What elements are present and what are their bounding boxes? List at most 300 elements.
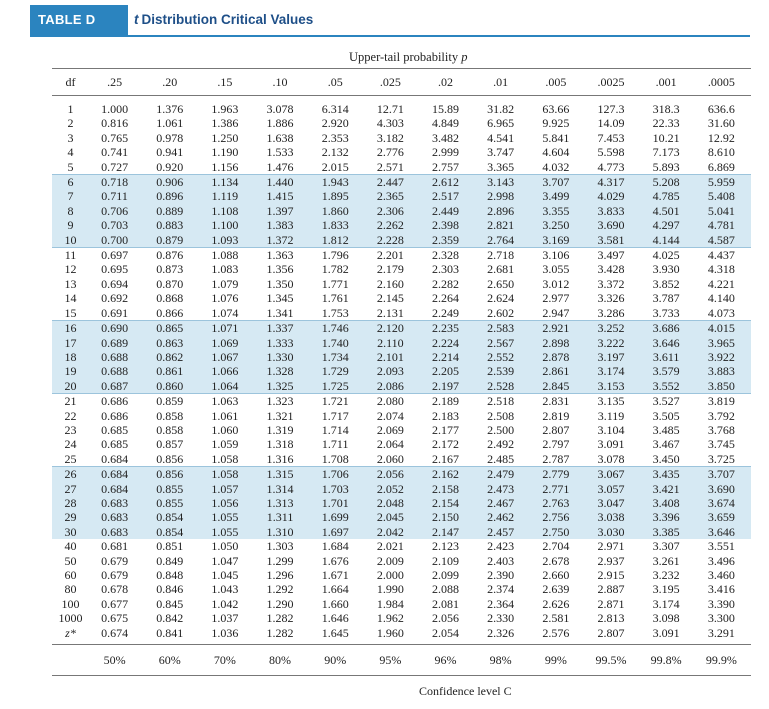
value-cell: 2.467: [475, 496, 530, 510]
value-cell: 2.235: [420, 321, 475, 336]
value-cell: 1.318: [266, 437, 294, 452]
value-cell: 0.688: [89, 350, 144, 364]
value-cell: 4.303: [376, 116, 404, 131]
value-cell: 3.012: [542, 276, 570, 291]
value-cell: 3.182: [376, 130, 404, 145]
value-cell: 5.598: [597, 145, 625, 160]
value-cell: 2.947: [530, 306, 585, 321]
value-cell: 0.857: [156, 437, 184, 452]
value-cell: 2.920: [321, 116, 349, 131]
value-cell: 3.852: [652, 276, 680, 291]
df-cell: 5: [52, 160, 89, 175]
value-cell: 1.714: [321, 422, 349, 437]
value-cell: 2.898: [530, 336, 585, 350]
value-cell: 0.879: [144, 233, 199, 248]
value-cell: 2.518: [487, 394, 515, 409]
table-row: [52, 336, 751, 350]
value-cell: 5.893: [641, 160, 696, 175]
value-cell: 3.690: [585, 218, 640, 232]
value-cell: 10.21: [652, 130, 680, 145]
value-cell: 0.683: [89, 496, 144, 510]
confidence-cell: 98%: [475, 645, 530, 676]
value-cell: 2.064: [376, 437, 404, 452]
value-cell: 1.310: [254, 525, 309, 539]
value-cell: 0.855: [144, 482, 199, 496]
value-cell: 2.326: [475, 626, 530, 645]
title-italic-t: t: [134, 12, 139, 27]
value-cell: 1.061: [156, 116, 184, 131]
value-cell: 3.416: [707, 582, 735, 597]
value-cell: 1.708: [310, 452, 365, 467]
value-cell: 1.333: [254, 336, 309, 350]
value-cell: 2.228: [365, 233, 420, 248]
value-cell: 2.120: [365, 321, 420, 336]
value-cell: 0.684: [89, 467, 144, 482]
value-cell: 63.66: [542, 102, 570, 116]
value-cell: 2.398: [420, 218, 475, 232]
table-row: [52, 175, 751, 190]
value-cell: 2.776: [376, 145, 404, 160]
table-row: [52, 409, 751, 423]
value-cell: 1.076: [211, 291, 239, 306]
table-row: [52, 467, 751, 482]
value-cell: 1.059: [211, 437, 239, 452]
value-cell: 2.060: [365, 452, 420, 467]
value-cell: 4.144: [641, 233, 696, 248]
value-cell: 2.201: [376, 248, 404, 263]
value-cell: 0.686: [101, 394, 129, 409]
table-row: [52, 277, 751, 291]
value-cell: 2.878: [530, 350, 585, 364]
value-cell: 3.421: [641, 482, 696, 496]
value-cell: 2.052: [365, 482, 420, 496]
df-cell: 6: [52, 175, 89, 190]
value-cell: 4.501: [641, 204, 696, 218]
value-cell: 2.197: [420, 379, 475, 394]
df-cell: 26: [52, 467, 89, 482]
value-cell: 0.711: [89, 189, 144, 203]
value-cell: 3.496: [707, 553, 735, 568]
table-row: [52, 189, 751, 203]
column-header: .15: [199, 69, 254, 96]
value-cell: 2.681: [487, 262, 515, 277]
value-cell: 0.873: [156, 262, 184, 277]
value-cell: 4.541: [487, 130, 515, 145]
value-cell: 0.694: [101, 276, 129, 291]
value-cell: 1.533: [266, 145, 294, 160]
df-cell: 8: [52, 204, 89, 218]
value-cell: 3.435: [641, 467, 696, 482]
value-cell: 1.064: [199, 379, 254, 394]
column-header: .01: [475, 69, 530, 96]
value-cell: 1.296: [266, 568, 294, 582]
confidence-cell: 96%: [420, 645, 475, 676]
df-cell: 20: [52, 379, 89, 394]
value-cell: 3.733: [641, 306, 696, 321]
value-cell: 2.576: [530, 626, 585, 645]
value-cell: 0.859: [156, 394, 184, 409]
value-cell: 3.747: [487, 145, 515, 160]
value-cell: 4.781: [696, 218, 751, 232]
df-cell: 11: [64, 248, 77, 263]
value-cell: 1.440: [254, 175, 309, 190]
value-cell: 1.311: [254, 510, 309, 524]
value-cell: 2.624: [487, 291, 515, 306]
value-cell: 2.154: [420, 496, 475, 510]
value-cell: 3.428: [597, 262, 625, 277]
caption-p-symbol: p: [461, 50, 468, 64]
value-cell: 3.300: [707, 611, 735, 626]
value-cell: 1.833: [310, 218, 365, 232]
value-cell: 0.765: [101, 130, 129, 145]
table-title: [134, 12, 313, 27]
value-cell: 1.083: [211, 262, 239, 277]
value-cell: 3.098: [652, 611, 680, 626]
df-cell: 17: [52, 336, 89, 350]
value-cell: 3.174: [585, 364, 640, 378]
value-cell: 2.015: [310, 160, 365, 175]
confidence-cell: 90%: [310, 645, 365, 676]
value-cell: 3.153: [585, 379, 640, 394]
df-cell: 30: [52, 525, 89, 539]
df-cell: z*: [52, 626, 89, 645]
value-cell: 2.081: [432, 596, 460, 611]
value-cell: 1.771: [321, 276, 349, 291]
df-header: df: [52, 69, 89, 96]
df-cell: 12: [64, 262, 77, 277]
value-cell: 2.303: [432, 262, 460, 277]
value-cell: 3.768: [707, 422, 735, 437]
value-cell: 2.977: [542, 291, 570, 306]
confidence-cell: 95%: [365, 645, 420, 676]
value-cell: 3.611: [641, 350, 696, 364]
table-row: [52, 321, 751, 336]
value-cell: 1.895: [310, 189, 365, 203]
value-cell: 2.131: [365, 306, 420, 321]
value-cell: 0.856: [144, 452, 199, 467]
value-cell: 2.626: [542, 596, 570, 611]
value-cell: 4.025: [652, 248, 680, 263]
value-cell: 3.250: [530, 218, 585, 232]
header-rule: [30, 35, 750, 37]
table-row: [52, 291, 751, 305]
value-cell: 0.846: [156, 582, 184, 597]
value-cell: 2.110: [365, 336, 420, 350]
value-cell: 0.686: [101, 408, 129, 423]
value-cell: 4.604: [542, 145, 570, 160]
value-cell: 3.385: [641, 525, 696, 539]
value-cell: 2.177: [432, 422, 460, 437]
value-cell: 1.069: [199, 336, 254, 350]
value-cell: 0.862: [144, 350, 199, 364]
value-cell: 6.965: [487, 116, 515, 131]
value-cell: 2.093: [365, 364, 420, 378]
value-cell: 0.678: [101, 582, 129, 597]
value-cell: 2.845: [530, 379, 585, 394]
value-cell: 2.262: [365, 218, 420, 232]
value-cell: 2.639: [542, 582, 570, 597]
value-cell: 2.517: [420, 189, 475, 203]
value-cell: 1.066: [199, 364, 254, 378]
value-cell: 2.998: [475, 189, 530, 203]
value-cell: 1.376: [156, 102, 184, 116]
value-cell: 1.056: [199, 496, 254, 510]
value-cell: 1.721: [321, 394, 349, 409]
value-cell: 3.467: [652, 437, 680, 452]
value-cell: 2.054: [420, 626, 475, 645]
df-cell: 7: [52, 189, 89, 203]
value-cell: 1.042: [211, 596, 239, 611]
value-cell: 0.845: [156, 596, 184, 611]
value-cell: 6.314: [321, 102, 349, 116]
value-cell: 1.646: [321, 611, 349, 626]
confidence-cell: 99%: [530, 645, 585, 676]
value-cell: 4.437: [707, 248, 735, 263]
value-cell: 2.813: [597, 611, 625, 626]
value-cell: 3.119: [597, 408, 625, 423]
value-cell: 2.921: [530, 321, 585, 336]
value-cell: 1.250: [211, 130, 239, 145]
confidence-cell: 50%: [89, 645, 144, 676]
value-cell: 2.552: [475, 350, 530, 364]
value-cell: 2.831: [542, 394, 570, 409]
value-cell: 0.706: [89, 204, 144, 218]
df-cell: 29: [52, 510, 89, 524]
value-cell: 0.679: [101, 568, 129, 582]
value-cell: 1.043: [211, 582, 239, 597]
footer-row: [52, 676, 751, 707]
value-cell: 3.030: [585, 525, 640, 539]
value-cell: 12.71: [376, 102, 404, 116]
value-cell: 8.610: [707, 145, 735, 160]
value-cell: 2.158: [420, 482, 475, 496]
table-row: [52, 437, 751, 451]
df-cell: 14: [64, 291, 77, 306]
confidence-cell: 99.8%: [641, 645, 696, 676]
value-cell: 0.677: [101, 596, 129, 611]
value-cell: 2.056: [432, 611, 460, 626]
value-cell: 3.505: [652, 408, 680, 423]
value-cell: 1.345: [266, 291, 294, 306]
value-cell: 1.292: [266, 582, 294, 597]
value-cell: 2.473: [475, 482, 530, 496]
value-cell: 1.313: [254, 496, 309, 510]
df-cell: 1: [67, 102, 74, 116]
value-cell: 2.189: [432, 394, 460, 409]
df-cell: 13: [64, 276, 77, 291]
value-cell: 0.683: [89, 525, 144, 539]
upper-tail-caption: Upper-tail probability p: [349, 50, 468, 64]
value-cell: 3.091: [641, 626, 696, 645]
df-cell: 60: [64, 568, 77, 582]
value-cell: 3.355: [530, 204, 585, 218]
table-row: [52, 611, 751, 625]
value-cell: 0.703: [89, 218, 144, 232]
value-cell: 3.646: [696, 525, 751, 539]
value-cell: 0.860: [144, 379, 199, 394]
df-cell: 28: [52, 496, 89, 510]
value-cell: 4.317: [585, 175, 640, 190]
value-cell: 2.167: [420, 452, 475, 467]
value-cell: 1.725: [310, 379, 365, 394]
value-cell: 4.773: [585, 160, 640, 175]
value-cell: 2.771: [530, 482, 585, 496]
value-cell: 1.074: [199, 306, 254, 321]
value-cell: 2.462: [475, 510, 530, 524]
value-cell: 3.922: [696, 350, 751, 364]
column-header-row: [52, 69, 751, 96]
value-cell: 3.135: [597, 394, 625, 409]
value-cell: 31.82: [487, 102, 515, 116]
table-row: [52, 96, 751, 117]
value-cell: 2.282: [432, 276, 460, 291]
value-cell: 3.307: [652, 539, 680, 554]
value-cell: 1.036: [199, 626, 254, 645]
value-cell: 1.699: [310, 510, 365, 524]
value-cell: 1.960: [365, 626, 420, 645]
value-cell: 1.055: [199, 510, 254, 524]
value-cell: 2.101: [365, 350, 420, 364]
value-cell: 2.447: [365, 175, 420, 190]
table-row: [52, 423, 751, 437]
value-cell: 2.937: [597, 553, 625, 568]
value-cell: 3.646: [641, 336, 696, 350]
column-header: .20: [144, 69, 199, 96]
value-cell: 3.690: [696, 482, 751, 496]
value-cell: 0.868: [156, 291, 184, 306]
value-cell: 1.058: [199, 467, 254, 482]
value-cell: 1.962: [376, 611, 404, 626]
value-cell: 31.60: [707, 116, 735, 131]
value-cell: 2.821: [475, 218, 530, 232]
value-cell: 0.848: [156, 568, 184, 582]
value-cell: 1.706: [310, 467, 365, 482]
value-cell: 3.485: [652, 422, 680, 437]
value-cell: 1.341: [254, 306, 309, 321]
value-cell: 0.684: [89, 482, 144, 496]
value-cell: 7.453: [597, 130, 625, 145]
value-cell: 2.508: [487, 408, 515, 423]
value-cell: 2.423: [487, 539, 515, 554]
value-cell: 2.887: [597, 582, 625, 597]
value-cell: 22.33: [652, 116, 680, 131]
value-cell: 2.074: [376, 408, 404, 423]
value-cell: 3.104: [597, 422, 625, 437]
value-cell: 1.671: [321, 568, 349, 582]
df-cell: 23: [64, 422, 77, 437]
value-cell: 1.055: [199, 525, 254, 539]
df-cell: 1000: [58, 611, 83, 626]
value-cell: 4.221: [707, 276, 735, 291]
value-cell: 2.306: [365, 204, 420, 218]
value-cell: 1.397: [254, 204, 309, 218]
value-cell: 1.812: [310, 233, 365, 248]
value-cell: 2.807: [542, 422, 570, 437]
value-cell: 4.015: [696, 321, 751, 336]
value-cell: 2.797: [542, 437, 570, 452]
value-cell: 5.408: [696, 189, 751, 203]
df-cell: 21: [64, 394, 77, 409]
df-cell: 100: [61, 596, 80, 611]
value-cell: 2.602: [475, 306, 530, 321]
column-header: .10: [254, 69, 309, 96]
value-cell: 4.032: [530, 160, 585, 175]
value-cell: 2.147: [420, 525, 475, 539]
value-cell: 6.869: [696, 160, 751, 175]
value-cell: 1.860: [310, 204, 365, 218]
value-cell: 1.701: [310, 496, 365, 510]
value-cell: 2.009: [376, 553, 404, 568]
value-cell: 3.579: [641, 364, 696, 378]
value-cell: 3.552: [641, 379, 696, 394]
value-cell: 1.063: [211, 394, 239, 409]
column-header: .0005: [696, 69, 751, 96]
value-cell: 0.854: [144, 510, 199, 524]
value-cell: 2.365: [365, 189, 420, 203]
value-cell: 0.674: [89, 626, 144, 645]
value-cell: 0.675: [101, 611, 129, 626]
value-cell: 0.816: [101, 116, 129, 131]
value-cell: 4.785: [641, 189, 696, 203]
value-cell: 2.750: [530, 525, 585, 539]
value-cell: 2.048: [365, 496, 420, 510]
value-cell: 1.963: [211, 102, 239, 116]
value-cell: 0.683: [89, 510, 144, 524]
value-cell: 0.978: [156, 130, 184, 145]
value-cell: 2.374: [487, 582, 515, 597]
value-cell: 3.787: [652, 291, 680, 306]
value-cell: 1.108: [199, 204, 254, 218]
value-cell: 3.106: [542, 248, 570, 263]
caption-row: [52, 46, 751, 69]
value-cell: 2.999: [432, 145, 460, 160]
confidence-cell: 99.9%: [696, 645, 751, 676]
value-cell: 3.372: [597, 276, 625, 291]
value-cell: 9.925: [542, 116, 570, 131]
value-cell: 1.134: [199, 175, 254, 190]
df-cell: 40: [64, 539, 77, 554]
value-cell: 2.528: [475, 379, 530, 394]
value-cell: 1.050: [211, 539, 239, 554]
value-cell: 3.169: [530, 233, 585, 248]
value-cell: 0.690: [89, 321, 144, 336]
value-cell: 4.587: [696, 233, 751, 248]
value-cell: 2.330: [487, 611, 515, 626]
value-cell: 2.449: [420, 204, 475, 218]
value-cell: 2.571: [365, 160, 420, 175]
value-cell: 2.359: [420, 233, 475, 248]
value-cell: 0.870: [156, 276, 184, 291]
value-cell: 3.883: [696, 364, 751, 378]
column-header: .05: [310, 69, 365, 96]
value-cell: 1.476: [254, 160, 309, 175]
column-header: .025: [365, 69, 420, 96]
value-cell: 2.328: [432, 248, 460, 263]
value-cell: 1.703: [310, 482, 365, 496]
value-cell: 1.676: [321, 553, 349, 568]
value-cell: 2.249: [420, 306, 475, 321]
value-cell: 2.660: [542, 568, 570, 582]
value-cell: 1.386: [211, 116, 239, 131]
value-cell: 2.224: [420, 336, 475, 350]
df-cell: 2: [67, 116, 74, 131]
confidence-cell: 60%: [144, 645, 199, 676]
table-row: [52, 218, 751, 232]
value-cell: 3.195: [652, 582, 680, 597]
value-cell: 0.684: [89, 452, 144, 467]
value-cell: 2.132: [321, 145, 349, 160]
value-cell: 2.807: [585, 626, 640, 645]
